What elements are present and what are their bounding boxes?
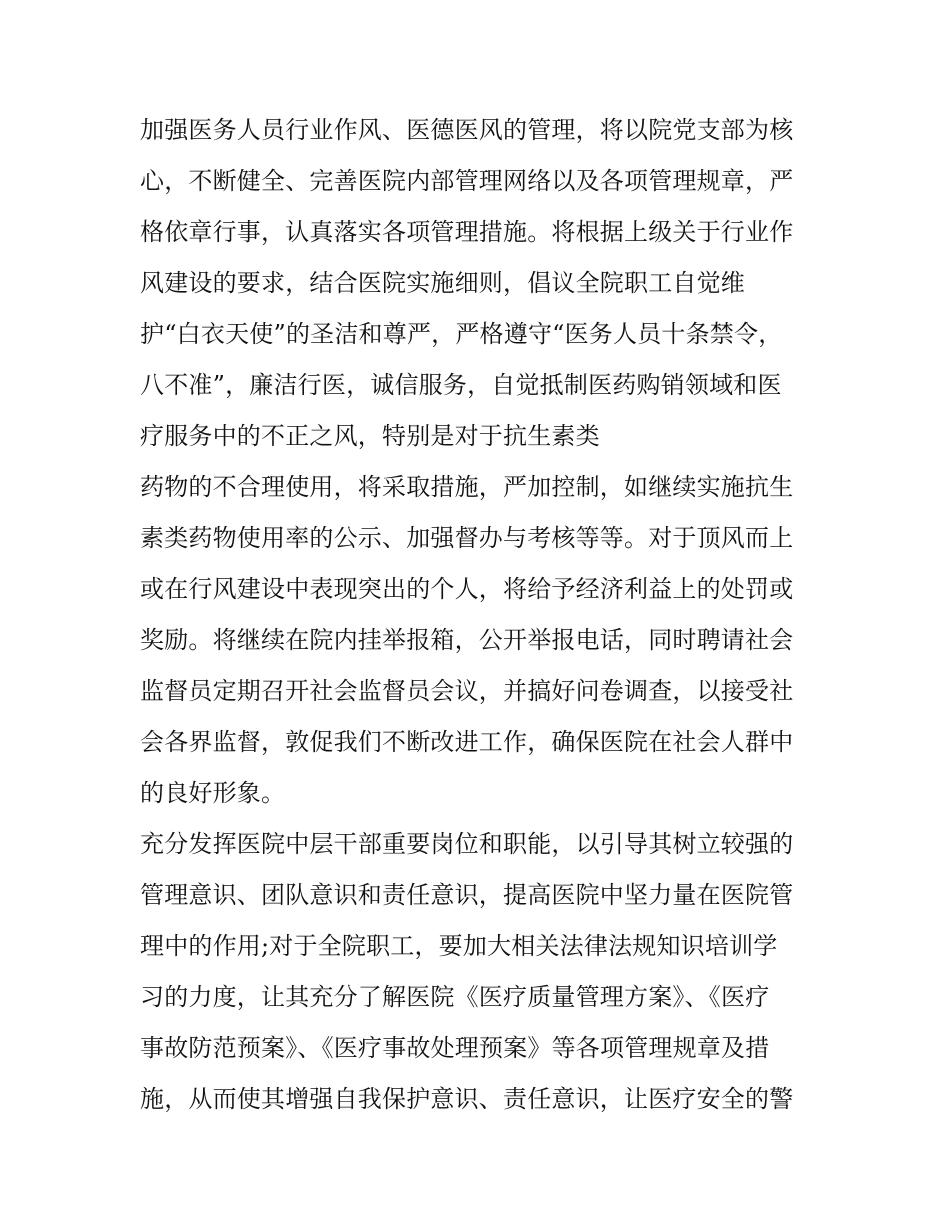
text-line: 充分发挥医院中层干部重要岗位和职能，以引导其树立较强的 — [140, 830, 794, 858]
text-line: 风建设的要求，结合医院实施细则，倡议全院职工自觉维 — [140, 269, 745, 297]
text-line: 的良好形象。 — [140, 779, 286, 807]
text-line: 素类药物使用率的公示、加强督办与考核等等。对于顶风而上 — [140, 524, 794, 552]
text-line: 心，不断健全、完善医院内部管理网络以及各项管理规章，严 — [140, 167, 794, 195]
text-line: 管理意识、团队意识和责任意识，提高医院中坚力量在医院管 — [140, 881, 794, 909]
text-line: 奖励。将继续在院内挂举报箱，公开举报电话，同时聘请社会 — [140, 626, 794, 654]
text-line: 会各界监督，敦促我们不断改进工作，确保医院在社会人群中 — [140, 728, 794, 756]
text-line: 药物的不合理使用，将采取措施，严加控制，如继续实施抗生 — [140, 473, 794, 501]
text-line: 护“白衣天使”的圣洁和尊严，严格遵守“医务人员十条禁令， — [140, 320, 783, 348]
text-line: 监督员定期召开社会监督员会议，并搞好问卷调查，以接受社 — [140, 677, 794, 705]
text-line: 格依章行事，认真落实各项管理措施。将根据上级关于行业作 — [140, 218, 794, 246]
text-line: 习的力度，让其充分了解医院《医疗质量管理方案》、《医疗 — [140, 983, 770, 1011]
text-line: 理中的作用;对于全院职工，要加大相关法律法规知识培训学 — [140, 932, 778, 960]
text-line: 加强医务人员行业作风、医德医风的管理，将以院党支部为核 — [140, 116, 794, 144]
text-line: 事故防范预案》、《医疗事故处理预案》等各项管理规章及措 — [140, 1034, 770, 1062]
text-line: 施，从而使其增强自我保护意识、责任意识，让医疗安全的警 — [140, 1085, 794, 1113]
body-text — [140, 105, 830, 1125]
text-line: 疗服务中的不正之风，特别是对于抗生素类 — [140, 422, 600, 450]
text-line: 八不准”，廉洁行医，诚信服务，自觉抵制医药购销领域和医 — [140, 371, 782, 399]
text-line: 或在行风建设中表现突出的个人，将给予经济利益上的处罚或 — [140, 575, 794, 603]
